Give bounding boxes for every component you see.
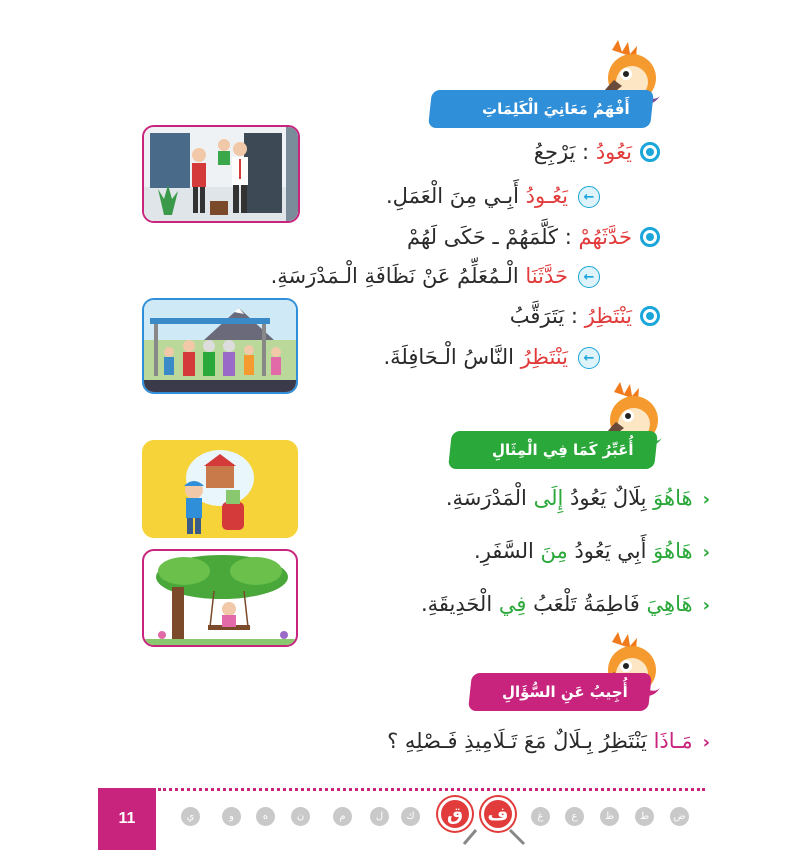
chevron-left-icon: ‹ xyxy=(702,489,710,510)
vocab-example-row xyxy=(386,184,600,208)
vocab-meaning: : كَلَّمَهُمْ ـ حَكَى لَهُمْ xyxy=(406,225,572,249)
illustration-girl-swing xyxy=(142,549,298,647)
vocab-word: يَعُودُ xyxy=(595,140,632,164)
alphabet-letter-highlight: ف xyxy=(481,797,515,831)
example-mid: بِلَالٌ يَعُودُ xyxy=(563,486,654,510)
example-mid: أَبِي يَعُودُ xyxy=(567,539,654,563)
example-end: السَّفَرِ. xyxy=(474,539,541,563)
alphabet-letter: ك xyxy=(401,807,420,826)
example-mid: فَاطِمَةُ تَلْعَبُ xyxy=(526,592,647,616)
vocab-word-row xyxy=(534,140,660,164)
illustration-bus-stop xyxy=(142,298,298,394)
example-text: أَبِـي مِنَ الْعَمَلِ. xyxy=(385,184,526,208)
example-prep: إِلَى xyxy=(533,486,564,510)
bullet-circle-icon xyxy=(640,142,660,162)
alphabet-letter: ع xyxy=(565,807,584,826)
vocab-word: يَنْتَظِرُ xyxy=(584,304,632,328)
alphabet-letter: ظ xyxy=(600,807,619,826)
example-end: الْحَدِيقَةِ. xyxy=(420,592,499,616)
example-prep: مِنَ xyxy=(540,539,568,563)
example-sentence-row xyxy=(421,592,710,616)
example-text: النَّاسُ الْـحَافِلَةَ. xyxy=(383,345,521,369)
question-text: يَنْتَظِرُ بِـلَالٌ مَعَ تَـلَامِيذِ فَـصْلِهِ ؟ xyxy=(387,729,654,753)
alphabet-letter: غ xyxy=(531,807,550,826)
vocab-word-row xyxy=(510,304,660,328)
example-lead: هَاهِيَ xyxy=(646,592,693,616)
example-sentence-row xyxy=(446,486,710,510)
magnifier-icon xyxy=(508,826,530,850)
vocab-example-row xyxy=(271,264,600,288)
magnifier-icon xyxy=(462,826,484,850)
example-prep: فِي xyxy=(498,592,527,616)
example-highlight: حَدَّثَنَا xyxy=(525,264,568,288)
alphabet-letter: ه xyxy=(256,807,275,826)
bullet-circle-icon xyxy=(640,306,660,326)
alphabet-letter: ط xyxy=(635,807,654,826)
vocab-meaning: : يَتَرَقَّبُ xyxy=(509,304,578,328)
footer-dotted-line xyxy=(158,788,705,791)
left-arrow-icon: ← xyxy=(578,347,600,369)
alphabet-letter: م xyxy=(333,807,352,826)
alphabet-letter: ض xyxy=(670,807,689,826)
section-banner-vocab: أَفْهَمُ مَعَانِيَ الْكَلِمَاتِ xyxy=(428,90,654,128)
question-lead: مَـاذَا xyxy=(653,729,693,753)
example-end: الْمَدْرَسَةِ. xyxy=(445,486,534,510)
bullet-circle-icon xyxy=(640,227,660,247)
alphabet-letter-highlight: ق xyxy=(438,797,472,831)
example-sentence-row xyxy=(474,539,710,563)
alphabet-letter: ن xyxy=(291,807,310,826)
example-highlight: يَنْتَظِرُ xyxy=(520,345,568,369)
chevron-left-icon: ‹ xyxy=(702,542,710,563)
example-text: الْـمُعَلِّمُ عَنْ نَظَافَةِ الْـمَدْرَسَةِ. xyxy=(270,264,526,288)
section-banner-question: أُجِيبُ عَنِ السُّؤَالِ xyxy=(468,673,652,711)
vocab-example-row xyxy=(383,345,600,369)
section-banner-examples: أُعَبِّرُ كَمَا فِي الْمِثَالِ xyxy=(448,431,658,469)
example-lead: هَاهُوَ xyxy=(653,486,693,510)
chevron-left-icon: ‹ xyxy=(702,595,710,616)
example-lead: هَاهُوَ xyxy=(653,539,693,563)
illustration-boy-school xyxy=(142,440,298,538)
vocab-word-row xyxy=(407,225,660,249)
left-arrow-icon: ← xyxy=(578,266,600,288)
vocab-meaning: : يَرْجِعُ xyxy=(533,140,590,164)
left-arrow-icon: ← xyxy=(578,186,600,208)
alphabet-letter: و xyxy=(222,807,241,826)
alphabet-letter: ي xyxy=(181,807,200,826)
illustration-father-returning xyxy=(142,125,300,223)
vocab-word: حَدَّثَهُمْ xyxy=(578,225,632,249)
question-row xyxy=(387,729,710,753)
alphabet-letter: ل xyxy=(370,807,389,826)
example-highlight: يَعُـودُ xyxy=(525,184,568,208)
page-number: 11 xyxy=(98,788,156,850)
chevron-left-icon: ‹ xyxy=(702,732,710,753)
